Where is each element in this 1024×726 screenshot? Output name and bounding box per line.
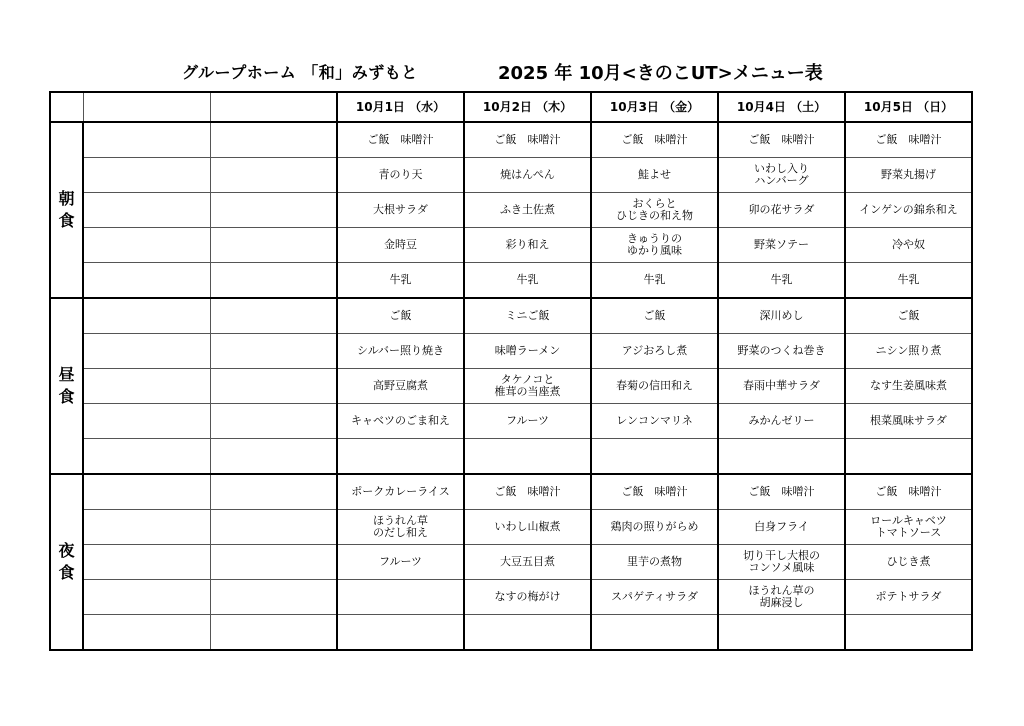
menu-item — [337, 580, 464, 615]
menu-item — [718, 439, 845, 475]
menu-item: 牛乳 — [591, 263, 718, 299]
blank-cell — [210, 615, 337, 651]
menu-item: フルーツ — [464, 404, 591, 439]
blank-cell — [83, 580, 210, 615]
day-header: 10月1日 （水） — [337, 92, 464, 122]
menu-item — [591, 615, 718, 651]
menu-item: ご飯 味噌汁 — [845, 122, 972, 158]
menu-item: ご飯 味噌汁 — [591, 474, 718, 510]
blank-cell — [210, 334, 337, 369]
blank-cell — [83, 369, 210, 404]
menu-item: ミニご飯 — [464, 298, 591, 334]
menu-item: ポテトサラダ — [845, 580, 972, 615]
menu-item: ご飯 — [845, 298, 972, 334]
menu-item: レンコンマリネ — [591, 404, 718, 439]
menu-item — [718, 615, 845, 651]
blank-cell — [210, 122, 337, 158]
menu-item: ひじき煮 — [845, 545, 972, 580]
header-row — [50, 92, 972, 122]
blank-cell — [210, 474, 337, 510]
menu-item: ご飯 — [337, 298, 464, 334]
menu-row — [50, 369, 972, 404]
menu-row — [50, 510, 972, 545]
blank-cell — [83, 334, 210, 369]
menu-item: いわし山椒煮 — [464, 510, 591, 545]
menu-item: 野菜ソテー — [718, 228, 845, 263]
menu-item: 深川めし — [718, 298, 845, 334]
blank-cell — [210, 580, 337, 615]
menu-item: 鶏肉の照りがらめ — [591, 510, 718, 545]
menu-item: おくらと ひじきの和え物 — [591, 193, 718, 228]
menu-item — [845, 439, 972, 475]
day-header: 10月4日 （土） — [718, 92, 845, 122]
menu-item: 高野豆腐煮 — [337, 369, 464, 404]
meal-label — [50, 122, 83, 298]
blank-header-cell — [210, 92, 337, 122]
blank-cell — [83, 510, 210, 545]
blank-cell — [210, 439, 337, 475]
menu-item: 野菜のつくね巻き — [718, 334, 845, 369]
menu-item: ご飯 味噌汁 — [464, 474, 591, 510]
blank-cell — [83, 158, 210, 193]
blank-cell — [210, 404, 337, 439]
menu-item: ご飯 味噌汁 — [464, 122, 591, 158]
menu-item: なす生姜風味煮 — [845, 369, 972, 404]
menu-row — [50, 334, 972, 369]
menu-item: ほうれん草の 胡麻浸し — [718, 580, 845, 615]
menu-item: 鮭よせ — [591, 158, 718, 193]
menu-item — [464, 615, 591, 651]
blank-cell — [83, 122, 210, 158]
meal-label — [50, 298, 83, 474]
menu-item: アジおろし煮 — [591, 334, 718, 369]
blank-cell — [210, 510, 337, 545]
menu-item: 春菊の信田和え — [591, 369, 718, 404]
blank-cell — [83, 439, 210, 475]
menu-item: ご飯 味噌汁 — [591, 122, 718, 158]
menu-item: きゅうりの ゆかり風味 — [591, 228, 718, 263]
menu-item: 大豆五目煮 — [464, 545, 591, 580]
menu-item: 野菜丸揚げ — [845, 158, 972, 193]
blank-cell — [83, 615, 210, 651]
menu-item: ニシン照り煮 — [845, 334, 972, 369]
facility-title: グループホーム 「和」みずもと — [182, 63, 418, 82]
menu-item: 焼はんぺん — [464, 158, 591, 193]
menu-item: 春雨中華サラダ — [718, 369, 845, 404]
menu-item — [337, 439, 464, 475]
menu-row — [50, 298, 972, 334]
day-header: 10月5日 （日） — [845, 92, 972, 122]
menu-row — [50, 474, 972, 510]
menu-item: ふき土佐煮 — [464, 193, 591, 228]
meal-label-char: 食 — [58, 211, 75, 230]
menu-item: ロールキャベツ トマトソース — [845, 510, 972, 545]
menu-item: 里芋の煮物 — [591, 545, 718, 580]
menu-title: 2025 年 10月<きのこUT>メニュー表 — [498, 63, 823, 84]
menu-item: 牛乳 — [337, 263, 464, 299]
menu-table — [49, 91, 973, 651]
menu-row — [50, 615, 972, 651]
blank-cell — [210, 545, 337, 580]
blank-cell — [83, 263, 210, 299]
menu-item: 味噌ラーメン — [464, 334, 591, 369]
menu-item: ほうれん草 のだし和え — [337, 510, 464, 545]
menu-item: 牛乳 — [718, 263, 845, 299]
blank-header-cell — [83, 92, 210, 122]
blank-cell — [83, 545, 210, 580]
menu-row — [50, 263, 972, 299]
menu-item: ご飯 — [591, 298, 718, 334]
menu-item: 根菜風味サラダ — [845, 404, 972, 439]
menu-item: 牛乳 — [464, 263, 591, 299]
meal-label-char: 食 — [58, 387, 75, 406]
blank-cell — [210, 263, 337, 299]
blank-cell — [210, 369, 337, 404]
menu-row — [50, 404, 972, 439]
blank-cell — [83, 193, 210, 228]
menu-item: 白身フライ — [718, 510, 845, 545]
menu-item: 牛乳 — [845, 263, 972, 299]
menu-item: シルバー照り焼き — [337, 334, 464, 369]
menu-item: みかんゼリー — [718, 404, 845, 439]
menu-item — [464, 439, 591, 475]
blank-cell — [210, 158, 337, 193]
meal-label-char: 食 — [58, 563, 75, 582]
menu-item: ご飯 味噌汁 — [845, 474, 972, 510]
menu-item — [591, 439, 718, 475]
menu-item: フルーツ — [337, 545, 464, 580]
menu-row — [50, 158, 972, 193]
menu-item: ご飯 味噌汁 — [337, 122, 464, 158]
menu-item: タケノコと 椎茸の当座煮 — [464, 369, 591, 404]
menu-item: 卯の花サラダ — [718, 193, 845, 228]
menu-row — [50, 439, 972, 475]
menu-row — [50, 122, 972, 158]
blank-cell — [83, 474, 210, 510]
meal-label-char: 夜 — [58, 541, 75, 560]
blank-cell — [210, 298, 337, 334]
menu-row — [50, 193, 972, 228]
menu-row — [50, 545, 972, 580]
menu-item: 冷や奴 — [845, 228, 972, 263]
menu-item: ご飯 味噌汁 — [718, 122, 845, 158]
menu-item: 切り干し大根の コンソメ風味 — [718, 545, 845, 580]
day-header: 10月3日 （金） — [591, 92, 718, 122]
menu-row — [50, 228, 972, 263]
meal-label-char: 朝 — [58, 189, 75, 208]
menu-item: なすの梅がけ — [464, 580, 591, 615]
menu-item — [337, 615, 464, 651]
menu-item: インゲンの錦糸和え — [845, 193, 972, 228]
menu-item: 大根サラダ — [337, 193, 464, 228]
menu-row — [50, 580, 972, 615]
day-header: 10月2日 （木） — [464, 92, 591, 122]
menu-item: 彩り和え — [464, 228, 591, 263]
blank-cell — [83, 298, 210, 334]
meal-label — [50, 474, 83, 650]
blank-cell — [210, 193, 337, 228]
blank-cell — [210, 228, 337, 263]
menu-item: 金時豆 — [337, 228, 464, 263]
blank-header-cell — [50, 92, 83, 122]
menu-item: スパゲティサラダ — [591, 580, 718, 615]
menu-item: ご飯 味噌汁 — [718, 474, 845, 510]
menu-item: 青のり天 — [337, 158, 464, 193]
blank-cell — [83, 404, 210, 439]
menu-item: いわし入り ハンバーグ — [718, 158, 845, 193]
menu-item: ポークカレーライス — [337, 474, 464, 510]
menu-item — [845, 615, 972, 651]
blank-cell — [83, 228, 210, 263]
menu-item: キャベツのごま和え — [337, 404, 464, 439]
meal-label-char: 昼 — [58, 365, 75, 384]
